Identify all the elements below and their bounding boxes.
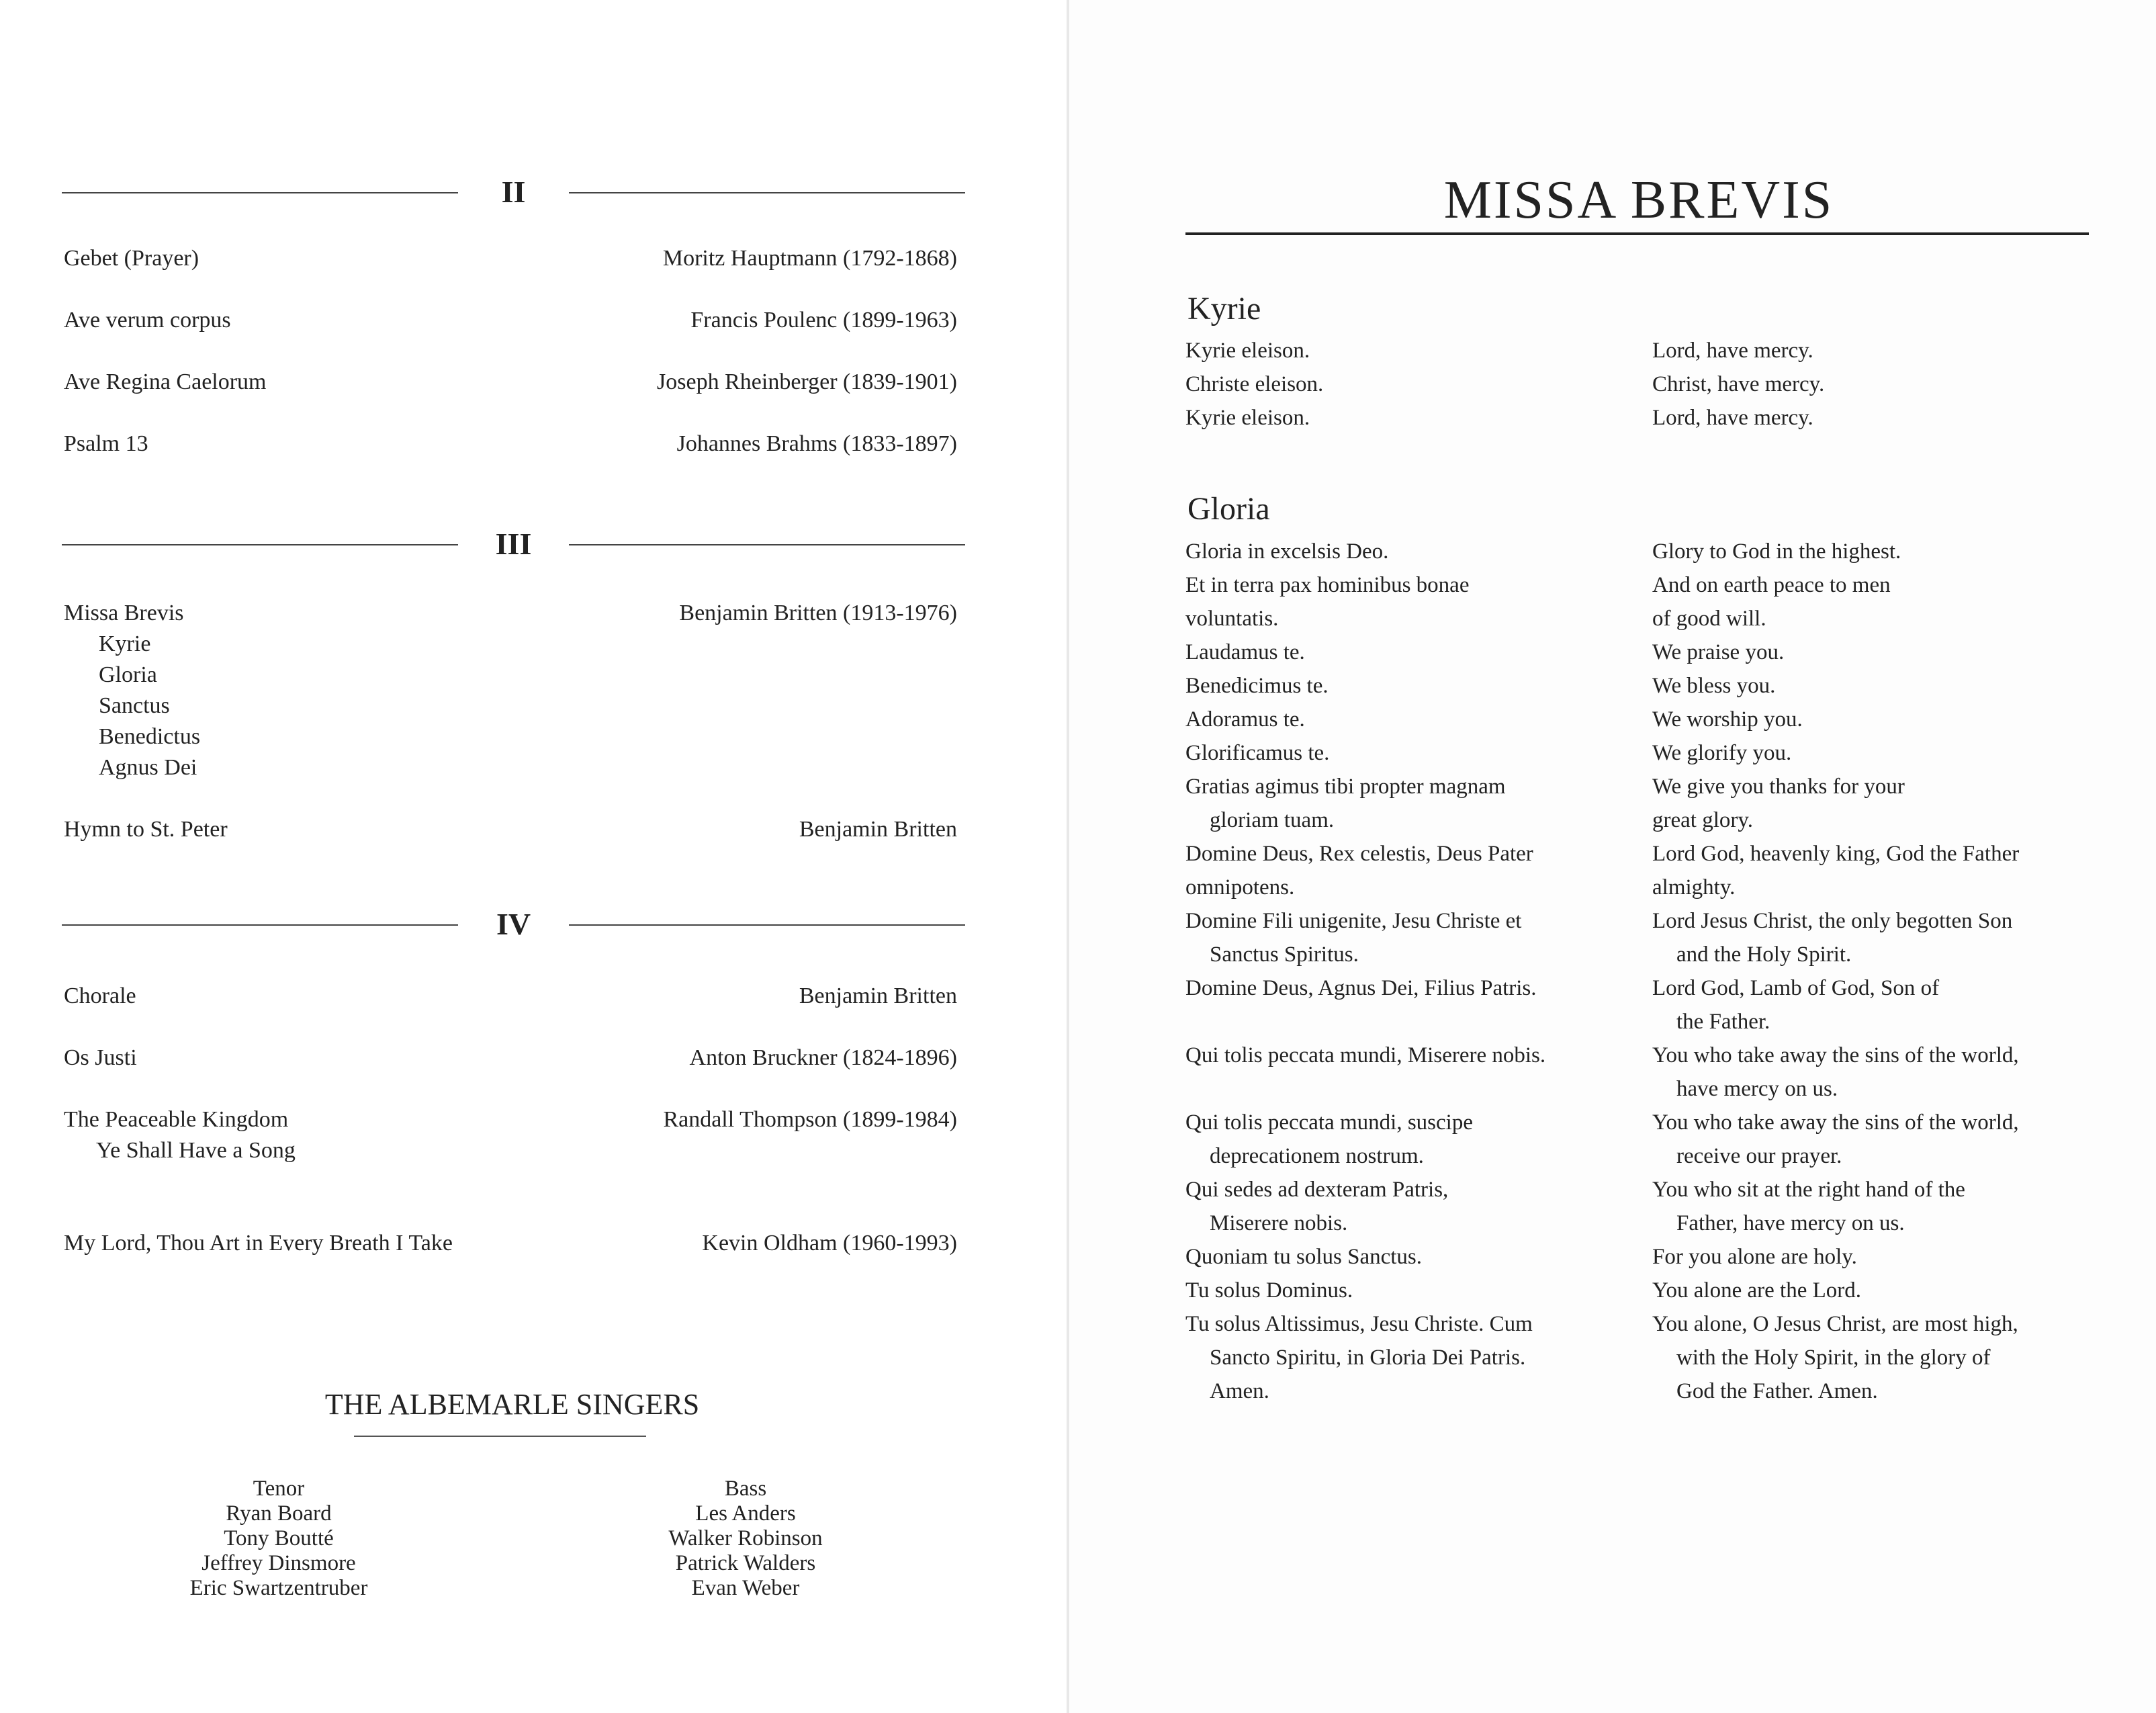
section-header-iii [62, 524, 965, 564]
composer: Johannes Brahms (1833-1897) [676, 431, 957, 456]
composer: Francis Poulenc (1899-1963) [690, 308, 957, 333]
gloria-heading: Gloria [1187, 491, 1270, 527]
divider [569, 544, 965, 545]
singer-name: Walker Robinson [668, 1526, 823, 1550]
composer: Randall Thompson (1899-1984) [663, 1107, 957, 1132]
text-line: You who sit at the right hand of the [1652, 1178, 1965, 1202]
piece-title: Gebet (Prayer) [64, 246, 199, 271]
divider [569, 924, 965, 926]
spacer [1185, 1005, 1615, 1039]
text-line: You who take away the sins of the world, [1652, 1110, 2019, 1135]
divider [62, 544, 458, 545]
kyrie-latin [1185, 334, 1615, 435]
voice-label: Bass [724, 1477, 767, 1501]
bass-list [611, 1477, 880, 1601]
composer: Benjamin Britten [799, 817, 957, 842]
text-line: Lord, have mercy. [1652, 339, 1813, 363]
text-line: Amen. [1210, 1379, 1269, 1403]
movement: Agnus Dei [99, 755, 197, 780]
voice-label: Tenor [253, 1477, 305, 1501]
movement: Benedictus [99, 724, 201, 749]
text-line: Tu solus Altissimus, Jesu Christe. Cum [1185, 1312, 1533, 1336]
text-line: For you alone are holy. [1652, 1245, 1857, 1269]
composer: Joseph Rheinberger (1839-1901) [657, 369, 957, 394]
text-line: Qui tolis peccata mundi, Miserere nobis. [1185, 1043, 1546, 1067]
text-line: Qui tolis peccata mundi, suscipe [1185, 1110, 1473, 1135]
singer-name: Eric Swartzentruber [189, 1576, 368, 1600]
composer: Benjamin Britten (1913-1976) [679, 601, 957, 625]
text-line: Laudamus te. [1185, 640, 1305, 664]
piece-title: Ave verum corpus [64, 308, 231, 333]
section-numeral: IV [496, 907, 531, 941]
kyrie-english [1652, 334, 2096, 435]
program-item [64, 1104, 957, 1166]
page-gutter [1067, 0, 1069, 1713]
movement: Sanctus [99, 693, 170, 718]
text-line: We glorify you. [1652, 741, 1792, 765]
text-line: Domine Deus, Rex celestis, Deus Pater [1185, 842, 1533, 866]
text-line: with the Holy Spirit, in the glory of [1676, 1346, 1991, 1370]
text-line: Miserere nobis. [1210, 1211, 1348, 1235]
text-line: Qui sedes ad dexteram Patris, [1185, 1178, 1449, 1202]
text-line: Adoramus te. [1185, 707, 1305, 732]
text-line: You alone are the Lord. [1652, 1278, 1861, 1303]
text-line: Tu solus Dominus. [1185, 1278, 1353, 1303]
divider [62, 924, 458, 926]
page-title: MISSA BREVIS [1443, 171, 1834, 230]
text-line: We give you thanks for your [1652, 775, 1905, 799]
movement-list [99, 629, 200, 783]
text-line: deprecationem nostrum. [1210, 1144, 1424, 1168]
text-line: Father, have mercy on us. [1676, 1211, 1905, 1235]
text-line: Gratias agimus tibi propter magnam [1185, 775, 1506, 799]
singer-name: Evan Weber [691, 1576, 800, 1600]
piece-title: The Peaceable Kingdom [64, 1107, 289, 1132]
text-line: You who take away the sins of the world, [1652, 1043, 2019, 1067]
text-line: Quoniam tu solus Sanctus. [1185, 1245, 1422, 1269]
text-line: Domine Fili unigenite, Jesu Christe et [1185, 909, 1522, 933]
text-line: Sancto Spiritu, in Gloria Dei Patris. [1210, 1346, 1526, 1370]
singers-title: THE ALBEMARLE SINGERS [324, 1388, 700, 1421]
divider [354, 1436, 646, 1437]
text-line: the Father. [1676, 1010, 1770, 1034]
text-line: gloriam tuam. [1210, 808, 1335, 832]
divider [569, 192, 965, 193]
piece-title: Chorale [64, 983, 136, 1008]
piece-title: Os Justi [64, 1045, 137, 1070]
text-line: great glory. [1652, 808, 1753, 832]
text-line: and the Holy Spirit. [1676, 942, 1852, 967]
movement: Gloria [99, 662, 157, 687]
text-line: Lord God, heavenly king, God the Father [1652, 842, 2020, 866]
piece-title: Psalm 13 [64, 431, 148, 456]
section-numeral: II [501, 175, 526, 209]
tenor-list [144, 1477, 413, 1601]
text-line: Christe eleison. [1185, 372, 1324, 396]
text-line: omnipotens. [1185, 875, 1295, 899]
text-line: receive our prayer. [1676, 1144, 1842, 1168]
subtitle-text: Ye Shall Have a Song [96, 1138, 296, 1163]
text-line: Lord, have mercy. [1652, 406, 1813, 430]
text-line: Glorificamus te. [1185, 741, 1330, 765]
text-line: And on earth peace to men [1652, 573, 1891, 597]
singer-name: Ryan Board [226, 1501, 332, 1526]
singer-name: Tony Boutté [224, 1526, 334, 1550]
text-line: Lord God, Lamb of God, Son of [1652, 976, 1940, 1000]
piece-title: Ave Regina Caelorum [64, 369, 267, 394]
section-header-iv [62, 904, 965, 945]
composer: Kevin Oldham (1960-1993) [702, 1231, 957, 1256]
text-line: God the Father. Amen. [1676, 1379, 1878, 1403]
text-line: We worship you. [1652, 707, 1803, 732]
spacer [1185, 1072, 1615, 1106]
text-line: have mercy on us. [1676, 1077, 1838, 1101]
gloria-english [1652, 535, 2096, 1408]
movement: Kyrie [99, 631, 151, 656]
text-line: We praise you. [1652, 640, 1785, 664]
text-line: Glory to God in the highest. [1652, 539, 1901, 564]
text-line: You alone, O Jesus Christ, are most high, [1652, 1312, 2018, 1336]
divider [62, 192, 458, 193]
composer: Benjamin Britten [799, 983, 957, 1008]
text-line: Domine Deus, Agnus Dei, Filius Patris. [1185, 976, 1537, 1000]
piece-title: Hymn to St. Peter [64, 817, 228, 842]
text-line: Sanctus Spiritus. [1210, 942, 1359, 967]
text-line: Kyrie eleison. [1185, 406, 1310, 430]
text-line: voluntatis. [1185, 607, 1279, 631]
composer: Anton Bruckner (1824-1896) [689, 1045, 957, 1070]
text-line: of good will. [1652, 607, 1766, 631]
singer-name: Les Anders [695, 1501, 796, 1526]
section-numeral: III [495, 527, 532, 561]
composer: Moritz Hauptmann (1792-1868) [662, 246, 957, 271]
text-line: Kyrie eleison. [1185, 339, 1310, 363]
singer-name: Patrick Walders [675, 1551, 816, 1575]
singer-name: Jeffrey Dinsmore [201, 1551, 356, 1575]
piece-subtitle [96, 1135, 296, 1166]
program-item [64, 598, 957, 786]
text-line: almighty. [1652, 875, 1736, 899]
text-line: Gloria in excelsis Deo. [1185, 539, 1389, 564]
kyrie-heading: Kyrie [1187, 291, 1261, 326]
gloria-latin [1185, 535, 1615, 1408]
title-rule [1185, 232, 2089, 235]
text-line: Christ, have mercy. [1652, 372, 1825, 396]
piece-title: Missa Brevis [64, 601, 184, 625]
text-line: Et in terra pax hominibus bonae [1185, 573, 1470, 597]
piece-title: My Lord, Thou Art in Every Breath I Take [64, 1231, 453, 1256]
text-line: We bless you. [1652, 674, 1776, 698]
text-line: Benedicimus te. [1185, 674, 1329, 698]
text-line: Lord Jesus Christ, the only begotten Son [1652, 909, 2013, 933]
section-header-ii [62, 172, 965, 212]
